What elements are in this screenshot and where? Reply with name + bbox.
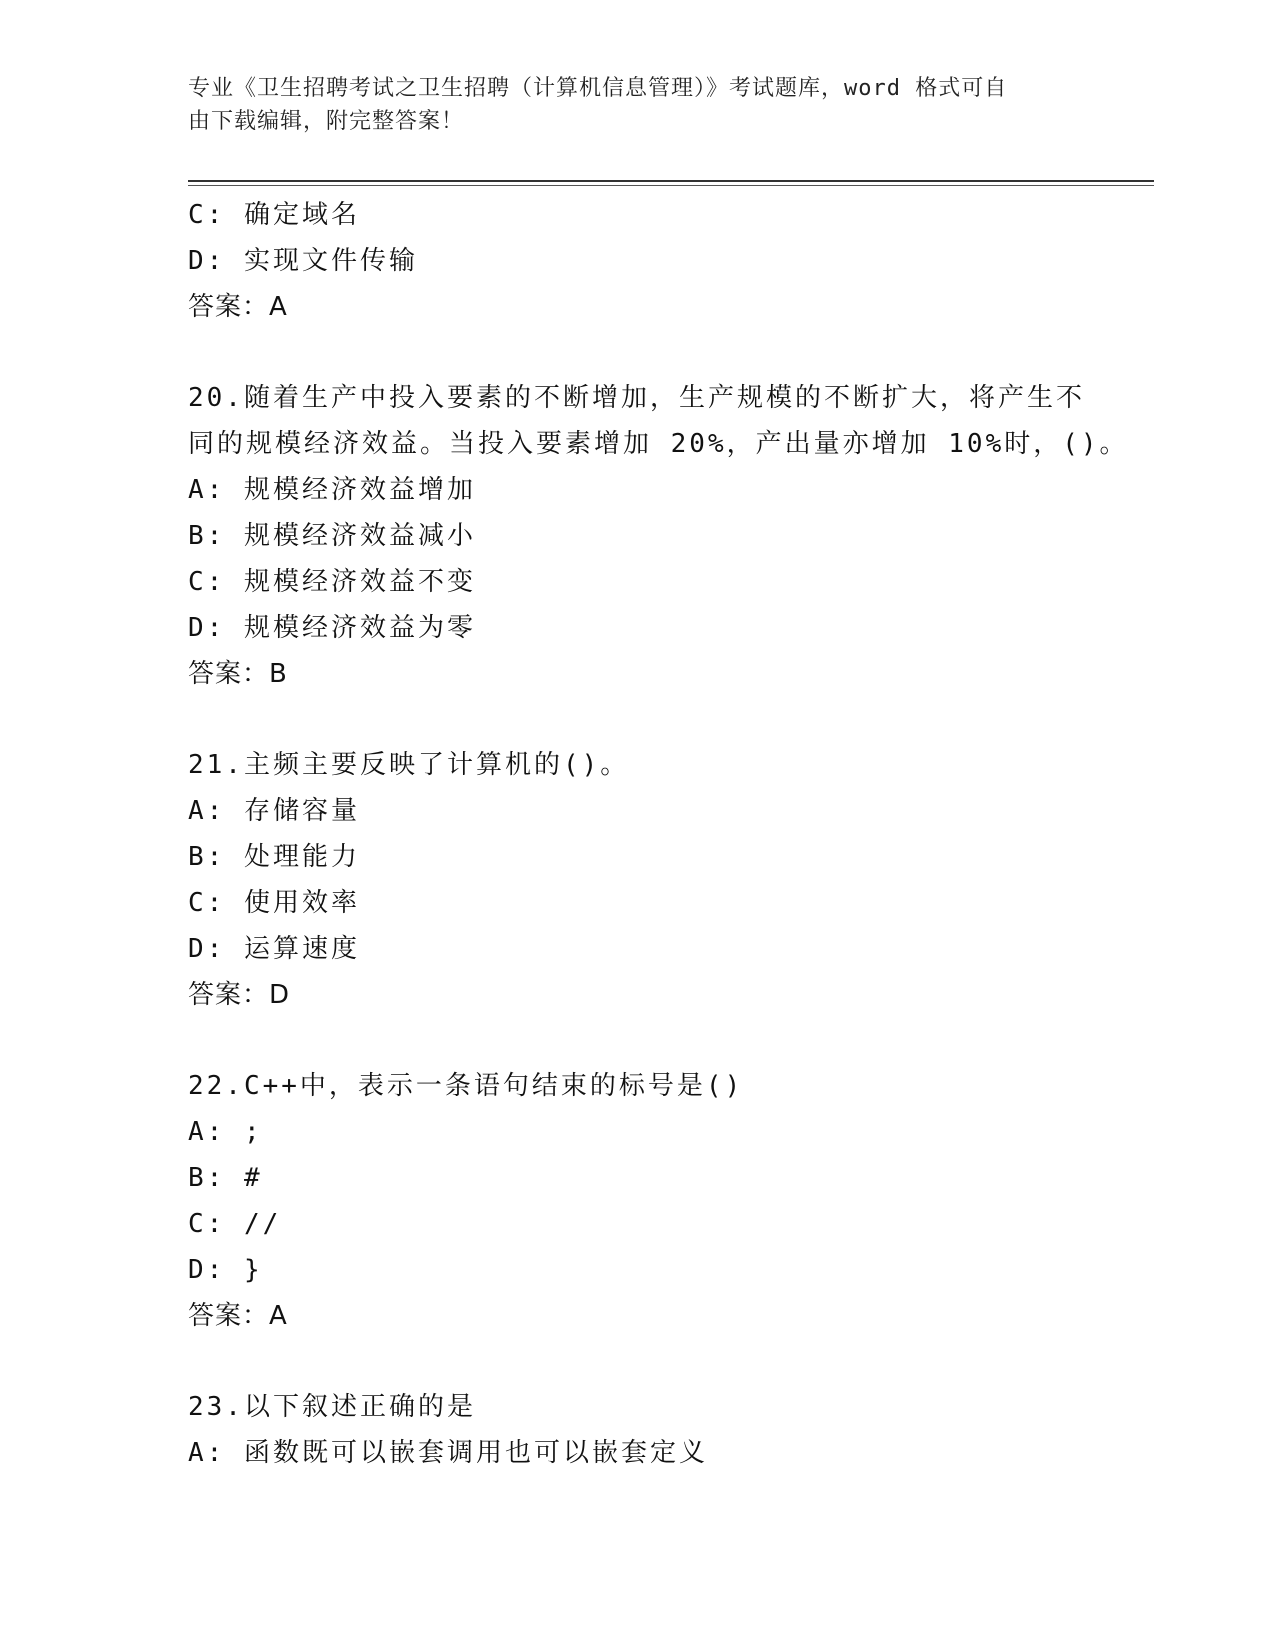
block-gap — [188, 1339, 1088, 1384]
answer-line: 答案：D — [188, 980, 291, 1010]
document-header — [188, 72, 1068, 138]
option-b: B: 处理能力 — [188, 842, 360, 872]
question-text-line: 22.C++中，表示一条语句结束的标号是() — [188, 1071, 744, 1101]
option-b: B: # — [188, 1163, 263, 1193]
option-c: C: 确定域名 — [188, 200, 360, 230]
option-a: A: ; — [188, 1117, 263, 1147]
header-divider-thin — [188, 185, 1154, 186]
question-text-line: 21.主频主要反映了计算机的()。 — [188, 750, 630, 780]
block-gap — [188, 1018, 1088, 1063]
block-gap — [188, 330, 1088, 375]
option-a: A: 函数既可以嵌套调用也可以嵌套定义 — [188, 1438, 708, 1468]
question-text-line: 同的规模经济效益。当投入要素增加 20%，产出量亦增加 10%时，()。 — [188, 429, 1129, 459]
answer-line: 答案：A — [188, 1301, 288, 1331]
option-d: D: 实现文件传输 — [188, 246, 418, 276]
option-d: D: } — [188, 1255, 263, 1285]
header-divider-thick — [188, 180, 1154, 182]
option-b: B: 规模经济效益减小 — [188, 521, 476, 551]
option-a: A: 规模经济效益增加 — [188, 475, 476, 505]
header-line-2: 由下载编辑，附完整答案！ — [188, 109, 465, 134]
option-d: D: 运算速度 — [188, 934, 360, 964]
option-d: D: 规模经济效益为零 — [188, 613, 476, 643]
question-list — [188, 192, 1129, 1476]
question-block-21 — [188, 742, 1088, 1018]
option-c: C: 使用效率 — [188, 888, 360, 918]
question-block-23 — [188, 1384, 1088, 1476]
header-line-1: 专业《卫生招聘考试之卫生招聘（计算机信息管理）》考试题库，word 格式可自 — [188, 76, 1008, 101]
question-text-line: 23.以下叙述正确的是 — [188, 1392, 476, 1422]
option-a: A: 存储容量 — [188, 796, 360, 826]
option-c: C: // — [188, 1209, 282, 1239]
block-gap — [188, 697, 1088, 742]
answer-line: 答案：B — [188, 659, 288, 689]
option-c: C: 规模经济效益不变 — [188, 567, 476, 597]
question-block-19 — [188, 192, 1088, 330]
answer-line: 答案：A — [188, 292, 288, 322]
question-block-20 — [188, 375, 1129, 697]
question-text-line: 20.随着生产中投入要素的不断增加，生产规模的不断扩大，将产生不 — [188, 383, 1085, 413]
question-block-22 — [188, 1063, 1088, 1339]
